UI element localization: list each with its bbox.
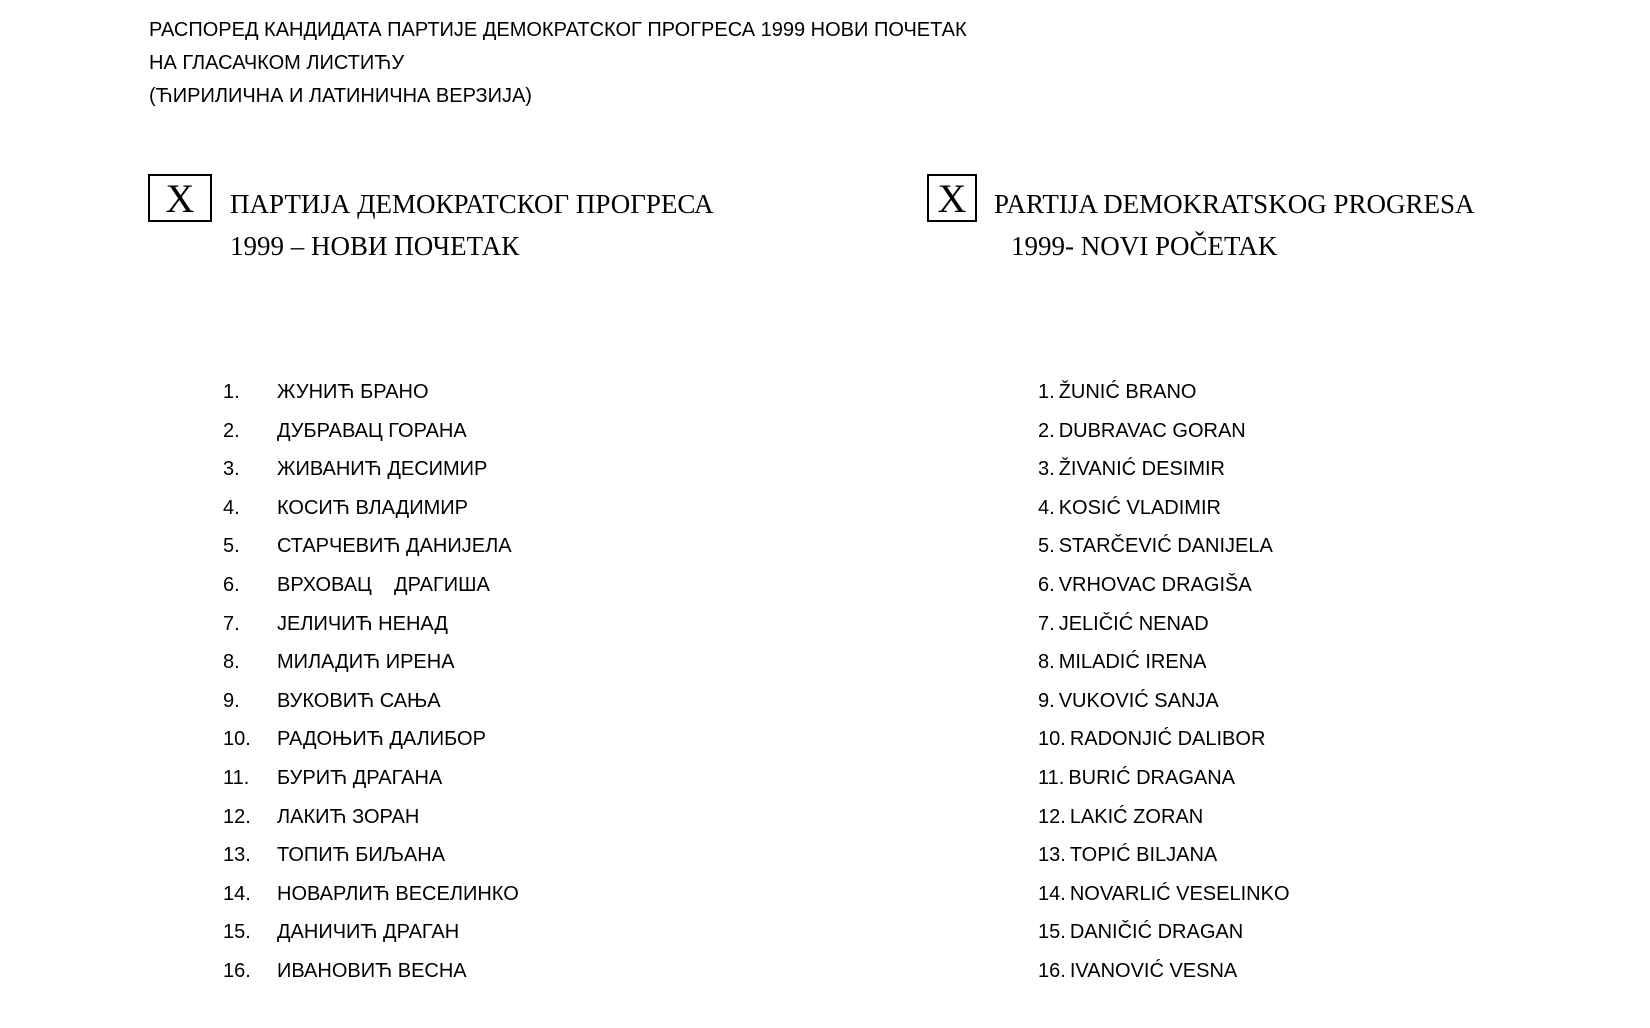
header-line-3: (ЋИРИЛИЧНА И ЛАТИНИЧНА ВЕРЗИЈА) — [149, 85, 532, 107]
candidate-item — [223, 724, 519, 763]
candidate-number: 16. — [1038, 959, 1066, 982]
candidate-number: 13. — [223, 844, 251, 867]
candidate-name: JELIČIĆ NENAD — [1058, 612, 1209, 635]
candidate-name: РАДОЊИЋ ДАЛИБОР — [277, 728, 486, 751]
candidate-number: 15. — [1038, 921, 1066, 944]
candidate-name: НОВАРЛИЋ ВЕСЕЛИНКО — [277, 882, 519, 905]
candidate-number: 6. — [223, 573, 240, 596]
candidate-name: ТОПИЋ БИЉАНА — [277, 844, 446, 867]
candidate-number: 2. — [1038, 419, 1055, 442]
party-name-line-2: 1999- NOVI POČETAK — [1011, 231, 1278, 261]
candidate-name: ИВАНОВИЋ ВЕСНА — [277, 959, 467, 982]
candidate-name: VUKOVIĆ SANJA — [1058, 689, 1219, 712]
candidate-number: 14. — [223, 882, 251, 905]
candidate-item — [1038, 416, 1290, 455]
candidate-item — [223, 609, 519, 648]
candidate-item — [1038, 763, 1290, 802]
candidate-item — [1038, 917, 1290, 956]
candidate-item — [223, 840, 519, 879]
candidate-name: СТАРЧЕВИЋ ДАНИЈЕЛА — [277, 535, 512, 558]
candidate-item — [1038, 377, 1290, 416]
candidate-name: RADONJIĆ DALIBOR — [1069, 728, 1266, 751]
candidate-item — [1038, 609, 1290, 648]
candidate-list-cyrillic — [223, 377, 519, 995]
candidate-name: NOVARLIĆ VESELINKO — [1069, 882, 1290, 905]
candidate-item — [1038, 686, 1290, 725]
candidate-item — [223, 416, 519, 455]
candidate-number: 11. — [223, 766, 250, 789]
candidate-name: LAKIĆ ZORAN — [1069, 805, 1204, 828]
candidate-item — [1038, 724, 1290, 763]
candidate-name: ВРХОВАЦ ДРАГИША — [277, 573, 490, 596]
party-name-line-1: PARTIJA DEMOKRATSKOG PROGRESA — [994, 189, 1475, 219]
candidate-name: ЛАКИЋ ЗОРАН — [277, 805, 420, 828]
candidate-item — [1038, 840, 1290, 879]
ballot-mark-box: X — [927, 174, 977, 222]
candidate-number: 3. — [223, 458, 240, 481]
candidate-number: 4. — [223, 496, 240, 519]
candidate-number: 7. — [223, 612, 240, 635]
candidate-name: КОСИЋ ВЛАДИМИР — [277, 496, 468, 519]
candidate-item — [223, 802, 519, 841]
candidate-name: ЈЕЛИЧИЋ НЕНАД — [277, 612, 448, 635]
candidate-item — [1038, 879, 1290, 918]
candidate-name: ŽIVANIĆ DESIMIR — [1058, 458, 1225, 481]
candidate-number: 4. — [1038, 496, 1055, 519]
candidate-name: ВУКОВИЋ САЊА — [277, 689, 441, 712]
candidate-number: 5. — [223, 535, 240, 558]
candidate-name: BURIĆ DRAGANA — [1068, 766, 1236, 789]
candidate-name: БУРИЋ ДРАГАНА — [277, 766, 443, 789]
ballot-mark-box: X — [148, 174, 212, 222]
candidate-number: 8. — [1038, 651, 1055, 674]
candidate-item — [223, 493, 519, 532]
candidate-number: 1. — [1038, 381, 1055, 403]
candidate-number: 16. — [223, 959, 251, 982]
candidate-number: 10. — [223, 728, 251, 751]
candidate-item — [1038, 956, 1290, 995]
candidate-number: 6. — [1038, 573, 1055, 596]
candidate-name: ЖИВАНИЋ ДЕСИМИР — [277, 458, 488, 481]
candidate-number: 9. — [1038, 689, 1055, 712]
header-line-1: РАСПОРЕД КАНДИДАТА ПАРТИЈЕ ДЕМОКРАТСКОГ ПРОГРЕСА 1999 НОВИ ПОЧЕТАК — [149, 19, 967, 41]
candidate-name: IVANOVIĆ VESNA — [1069, 959, 1238, 982]
candidate-number: 8. — [223, 651, 240, 674]
candidate-number: 12. — [223, 805, 251, 828]
candidate-item — [1038, 454, 1290, 493]
candidate-name: ДУБРАВАЦ ГОРАНА — [277, 419, 467, 442]
candidate-number: 12. — [1038, 805, 1066, 828]
candidate-name: ŽUNIĆ BRANO — [1058, 381, 1197, 403]
candidate-item — [1038, 493, 1290, 532]
document-header — [149, 14, 967, 113]
candidate-number: 5. — [1038, 535, 1055, 558]
candidate-item — [1038, 531, 1290, 570]
candidate-item — [223, 879, 519, 918]
candidate-number: 2. — [223, 419, 240, 442]
candidate-item — [223, 531, 519, 570]
candidate-name: МИЛАДИЋ ИРЕНА — [277, 651, 455, 674]
candidate-number: 14. — [1038, 882, 1066, 905]
candidate-item — [223, 377, 519, 416]
candidate-item — [223, 917, 519, 956]
candidate-item — [1038, 802, 1290, 841]
candidate-number: 1. — [223, 381, 240, 403]
candidate-number: 3. — [1038, 458, 1055, 481]
candidate-name: MILADIĆ IRENA — [1058, 651, 1207, 674]
candidate-number: 11. — [1038, 766, 1065, 789]
candidate-list-latin — [1038, 377, 1290, 995]
candidate-name: DANIČIĆ DRAGAN — [1069, 921, 1244, 944]
candidate-name: ДАНИЧИЋ ДРАГАН — [277, 921, 460, 944]
candidate-item — [223, 763, 519, 802]
candidate-item — [223, 454, 519, 493]
candidate-item — [223, 570, 519, 609]
candidate-number: 7. — [1038, 612, 1055, 635]
candidate-name: STARČEVIĆ DANIJELA — [1058, 535, 1273, 558]
candidate-name: ЖУНИЋ БРАНО — [277, 381, 429, 403]
candidate-item — [1038, 647, 1290, 686]
header-line-2: НА ГЛАСАЧКОМ ЛИСТИЋУ — [149, 52, 405, 74]
candidate-name: KOSIĆ VLADIMIR — [1058, 496, 1221, 519]
candidate-item — [1038, 570, 1290, 609]
party-name-line-1: ПАРТИЈА ДЕМОКРАТСКОГ ПРОГРЕСА — [230, 189, 714, 219]
candidate-number: 15. — [223, 921, 251, 944]
candidate-number: 10. — [1038, 728, 1066, 751]
candidate-name: TOPIĆ BILJANA — [1069, 844, 1218, 867]
candidate-name: VRHOVAC DRAGIŠA — [1058, 573, 1252, 596]
candidate-item — [223, 686, 519, 725]
candidate-item — [223, 647, 519, 686]
candidate-name: DUBRAVAC GORAN — [1058, 419, 1246, 442]
candidate-number: 13. — [1038, 844, 1066, 867]
candidate-item — [223, 956, 519, 995]
candidate-number: 9. — [223, 689, 240, 712]
party-name-line-2: 1999 – НОВИ ПОЧЕТАК — [230, 231, 520, 261]
